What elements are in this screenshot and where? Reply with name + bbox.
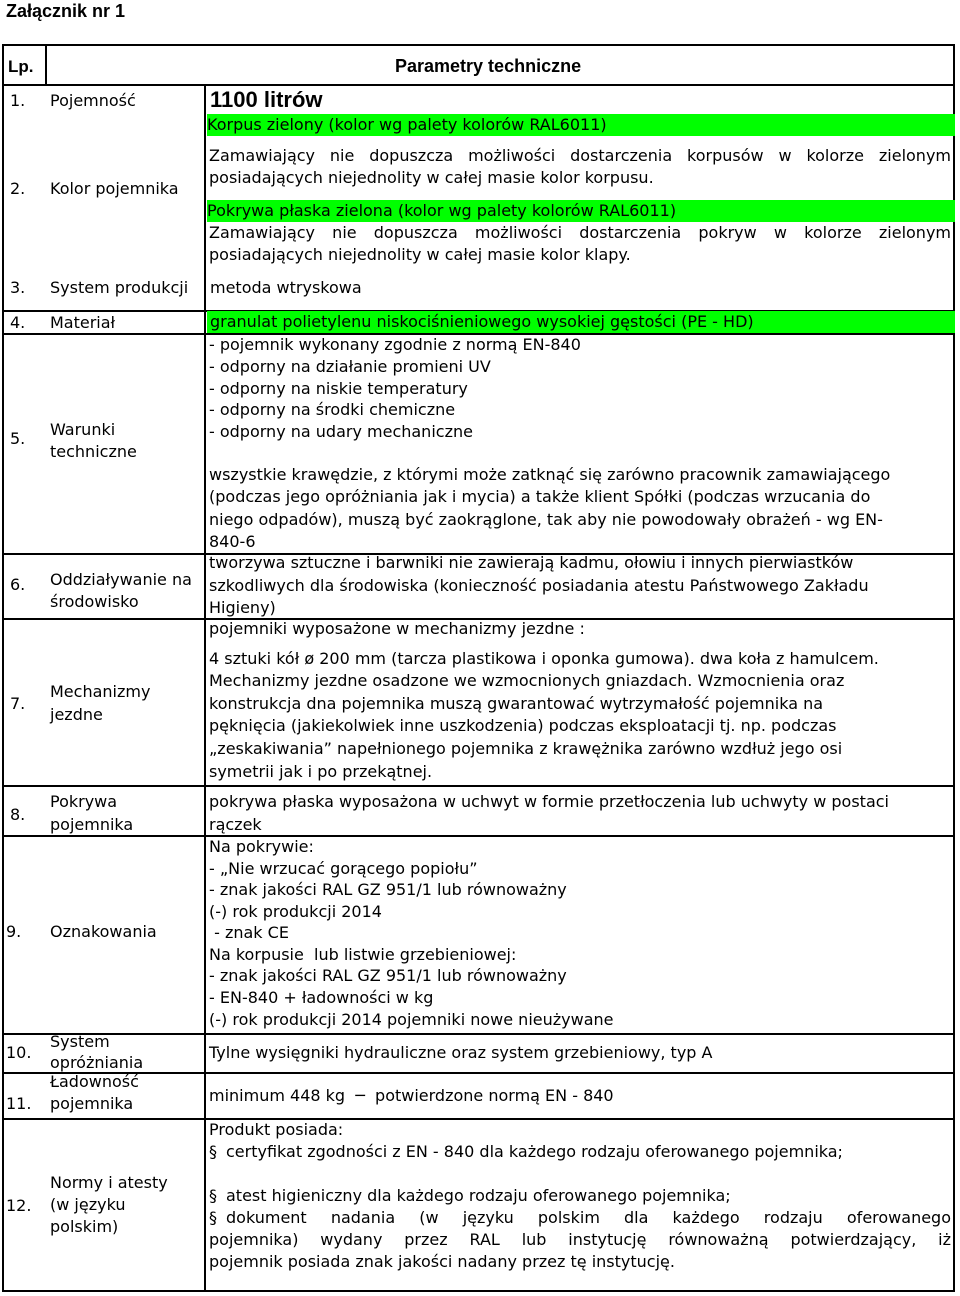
row-6-line3: Higieny) [209,598,276,617]
row-6-line1: tworzywa sztuczne i barwniki nie zawierają kadmu, ołowiu i innych pierwiastków [209,553,854,572]
row-9-line8: - EN-840 + ładowności w kg [209,988,434,1007]
row-5-label-line1: Warunki [50,420,116,439]
row-divider [2,1033,955,1035]
row-9-line4: (-) rok produkcji 2014 [209,902,382,921]
row-12-bullet-3-line1: dokument nadania (w języku polskim dla każdego rodzaju oferowanego [226,1208,951,1227]
row-divider [2,835,955,837]
row-4-number: 4. [10,313,26,332]
row-5-number: 5. [10,429,26,448]
row-9-label: Oznakowania [50,922,157,941]
row-9-line3: - znak jakości RAL GZ 951/1 lub równoważny [209,880,567,899]
row-7-label-line1: Mechanizmy [50,682,151,701]
row-12-bullet-3-line2: pojemnika) wydany przez RAL lub instytucję równoważną potwierdzający, iż [209,1230,951,1249]
row-4-label: Materiał [50,313,116,332]
row-10-value: Tylne wysięgniki hydrauliczne oraz system grzebieniowy, typ A [209,1043,713,1062]
row-5-bullet-4: - odporny na środki chemiczne [209,400,456,419]
row-2-body-note-line1: Zamawiający nie dopuszcza możliwości dostarczenia korpusów w kolorze zielonym [209,146,951,165]
row-11-number: 11. [6,1094,32,1113]
row-7-line2: 4 sztuki kół ø 200 mm (tarcza plastikowa i oponka gumowa). dwa koła z hamulcem. [209,649,879,668]
row-6-line2: szkodliwych dla środowiska (konieczność posiadania atestu Państwowego Zakładu [209,576,869,595]
row-10-number: 10. [6,1043,32,1062]
row-5-bullet-3: - odporny na niskie temperatury [209,379,468,398]
row-5-para-line4: 840-6 [209,532,256,551]
row-4-value: granulat polietylenu niskociśnieniowego wysokiej gęstości (PE - HD) [207,311,955,333]
row-3-number: 3. [10,278,26,297]
row-divider [2,84,955,86]
section-sign-icon: § [209,1208,217,1227]
row-11-label-line1: Ładowność [50,1072,139,1091]
row-7-line6: „zeskakiwania” napełnionego pojemnika z krawężnika zarówno wzdłuż jego osi [209,739,843,758]
row-1-number: 1. [10,91,26,110]
row-divider [2,1072,955,1074]
row-9-line9: (-) rok produkcji 2014 pojemniki nowe nieużywane [209,1010,614,1029]
row-8-line1: pokrywa płaska wyposażona w uchwyt w formie przetłoczenia lub uchwyty w postaci [209,792,889,811]
row-2-number: 2. [10,179,26,198]
row-7-line1: pojemniki wyposażone w mechanizmy jezdne : [209,619,585,638]
row-7-line4: konstrukcja dna pojemnika muszą gwarantować wytrzymałość pojemnika na [209,694,824,713]
row-8-label-line2: pojemnika [50,815,134,834]
section-sign-icon: § [209,1186,217,1205]
row-8-label-line1: Pokrywa [50,792,118,811]
row-8-line2: rączek [209,815,262,834]
row-12-label-line3: polskim) [50,1217,119,1236]
row-5-para-line2: (podczas jego opróżniania jak i mycia) a także klient Spółki (podczas wrzucania do [209,487,871,506]
row-12-label-line1: Normy i atesty [50,1173,168,1192]
row-9-line5: - znak CE [209,923,289,942]
row-5-bullet-1: - pojemnik wykonany zgodnie z normą EN-840 [209,335,581,354]
row-3-label: System produkcji [50,278,189,297]
row-9-line6: Na korpusie lub listwie grzebieniowej: [209,945,517,964]
row-12-number: 12. [6,1196,32,1215]
row-3-value: metoda wtryskowa [210,278,362,297]
row-12-bullet-2: atest higieniczny dla każdego rodzaju oferowanego pojemnika; [226,1186,731,1205]
row-7-line5: pęknięcia (jakiekolwiek inne uszkodzenia) podczas eksploatacji tj. np. podczas [209,716,837,735]
row-7-label-line2: jezdne [50,705,103,724]
row-divider [2,785,955,787]
section-sign-icon: § [209,1142,217,1161]
row-divider [2,1118,955,1120]
row-9-line2: - „Nie wrzucać gorącego popiołu” [209,859,478,878]
row-2-label: Kolor pojemnika [50,179,179,198]
row-10-label-line2: opróżniania [50,1053,144,1072]
col-divider-label [204,84,206,1292]
col-divider-lp [45,44,47,86]
row-9-line1: Na pokrywie: [209,837,314,856]
row-12-bullet-1: certyfikat zgodności z EN - 840 dla każdego rodzaju oferowanego pojemnika; [226,1142,843,1161]
row-5-label-line2: techniczne [50,442,137,461]
row-5-bullet-2: - odporny na działanie promieni UV [209,357,491,376]
annex-title: Załącznik nr 1 [6,1,126,21]
row-9-line7: - znak jakości RAL GZ 951/1 lub równoważny [209,966,567,985]
row-5-bullet-5: - odporny na udary mechaniczne [209,422,473,441]
row-6-label-line1: Oddziaływanie na [50,570,192,589]
row-2-body-note-line2: posiadających niejednolity w całej masie kolor korpusu. [209,168,654,187]
row-6-number: 6. [10,575,26,594]
row-5-para-line3: niego odpadów), muszą być zaokrąglone, tak aby nie powodowały obrażeń - wg EN- [209,510,883,529]
row-2-lid-color: Pokrywa płaska zielona (kolor wg palety kolorów RAL6011) [207,200,955,222]
row-2-lid-note-line1: Zamawiający nie dopuszcza możliwości dostarczenia pokryw w kolorze zielonym [209,223,951,242]
row-12-bullet-3-line3: pojemnik posiada znak jakości nadany przez tę instytucję. [209,1252,675,1271]
row-11-value: minimum 448 kg ─ potwierdzone normą EN - 840 [209,1086,614,1105]
row-2-lid-note-line2: posiadających niejednolity w całej masie kolor klapy. [209,245,631,264]
row-12-intro: Produkt posiada: [209,1120,344,1139]
row-1-value: 1100 litrów [210,87,323,112]
row-12-label-line2: (w języku [50,1195,126,1214]
row-10-label-line1: System [50,1032,110,1051]
row-7-line7: symetrii jak i po przekątnej. [209,762,433,781]
row-8-number: 8. [10,805,26,824]
row-1-label: Pojemność [50,91,136,110]
row-11-label-line2: pojemnika [50,1094,134,1113]
header-params: Parametry techniczne [395,56,582,76]
row-6-label-line2: środowisko [50,592,139,611]
row-7-number: 7. [10,694,26,713]
row-2-body-color: Korpus zielony (kolor wg palety kolorów RAL6011) [207,114,955,136]
row-9-number: 9. [6,922,22,941]
row-5-para-line1: wszystkie krawędzie, z którymi może zatknąć się zarówno pracownik zamawiającego [209,465,891,484]
row-7-line3: Mechanizmy jezdne osadzone we wzmocnionych gniazdach. Wzmocnienia oraz [209,671,845,690]
header-lp: Lp. [8,57,34,76]
